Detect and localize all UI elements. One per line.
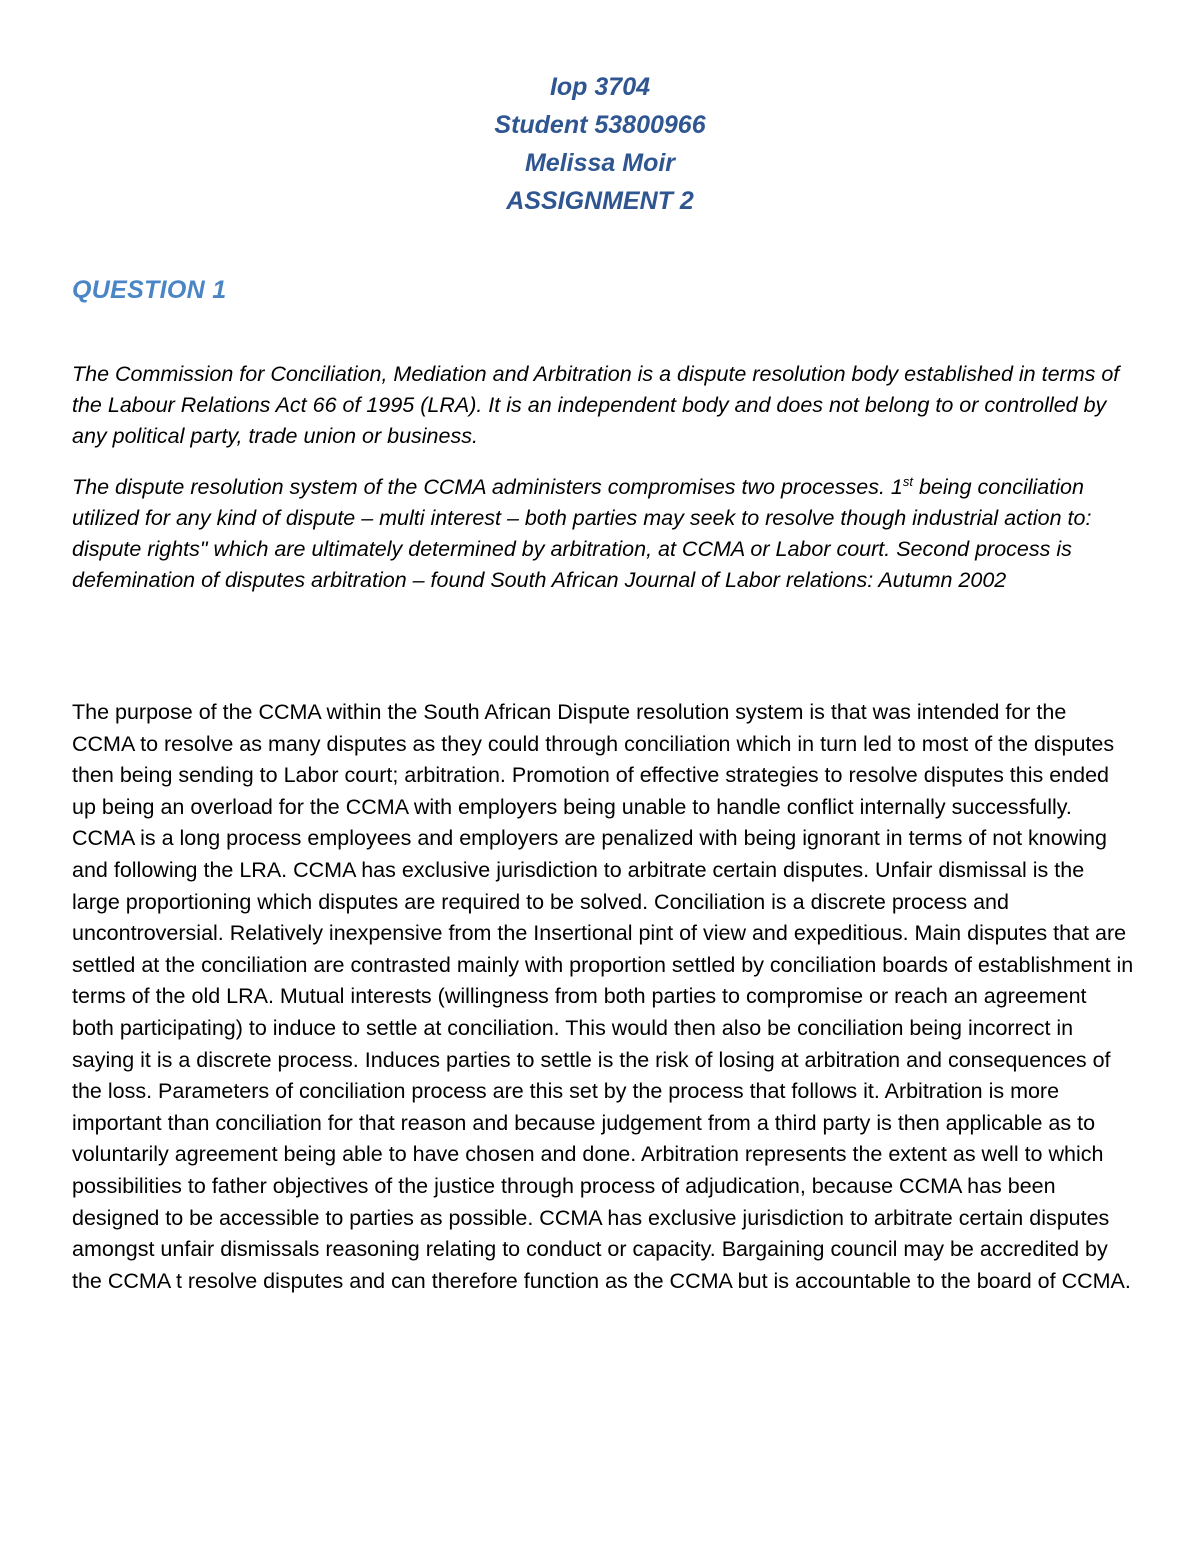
paragraph-text-part: being conciliation utilized for any kind of dispute – multi interest – both parties may seek to resolve though industrial action to: dispute rights" which are ultimately determined by arbitration, at CCMA or Labor court. Second process is defemination of disputes arbitration – found South African Journal of Labor relations: Autumn 2002 [72, 475, 1092, 592]
document-header [0, 68, 1200, 220]
dispute-system-paragraph [72, 472, 1132, 596]
question-heading: QUESTION 1 [72, 276, 227, 304]
student-name: Melissa Moir [524, 149, 676, 177]
assignment-title: ASSIGNMENT 2 [506, 187, 694, 215]
intro-paragraph: The Commission for Conciliation, Mediation and Arbitration is a dispute resolution body established in terms of the Labour Relations Act 66 of 1995 (LRA). It is an independent body and does not belong to or controlled by any political party, trade union or business. [72, 362, 1120, 448]
ordinal-superscript: st [902, 473, 913, 489]
ccma-purpose-paragraph: The purpose of the CCMA within the South African Dispute resolution system is that was intended for the CCMA to resolve as many disputes as they could through conciliation which in turn led to most of the disputes then being sending to Labor court; arbitration. Promotion of effective strategies to resolve disputes this ended up being an overload for the CCMA with employers being unable to handle conflict internally successfully. CCMA is a long process employees and employers are penalized with being ignorant in terms of not knowing and following the LRA. CCMA has exclusive jurisdiction to arbitrate certain disputes. Unfair dismissal is the large proportioning which disputes are required to be solved. Conciliation is a discrete process and uncontroversial. Relatively inexpensive from the Insertional pint of view and expeditious. Main disputes that are settled at the conciliation are contrasted mainly with proportion settled by conciliation boards of establishment in terms of the old LRA. Mutual interests (willingness from both parties to compromise or reach an agreement both participating) to induce to settle at conciliation. This would then also be conciliation being incorrect in saying it is a discrete process. Induces parties to settle is the risk of losing at arbitration and consequences of the loss. Parameters of conciliation process are this set by the process that follows it. Arbitration is more important than conciliation for that reason and because judgement from a third party is then applicable as to voluntarily agreement being able to have chosen and done. Arbitration represents the extent as well to which possibilities to father objectives of the justice through process of adjudication, because CCMA has been designed to be accessible to parties as possible. CCMA has exclusive jurisdiction to arbitrate certain disputes amongst unfair dismissals reasoning relating to conduct or capacity. Bargaining council may be accredited by the CCMA t resolve disputes and can therefore function as the CCMA but is accountable to the board of CCMA. [72, 700, 1134, 1293]
paragraph-text-part: The dispute resolution system of the CCMA administers compromises two processes. 1 [72, 475, 903, 499]
course-code: Iop 3704 [549, 73, 651, 101]
student-number: Student 53800966 [494, 111, 706, 139]
